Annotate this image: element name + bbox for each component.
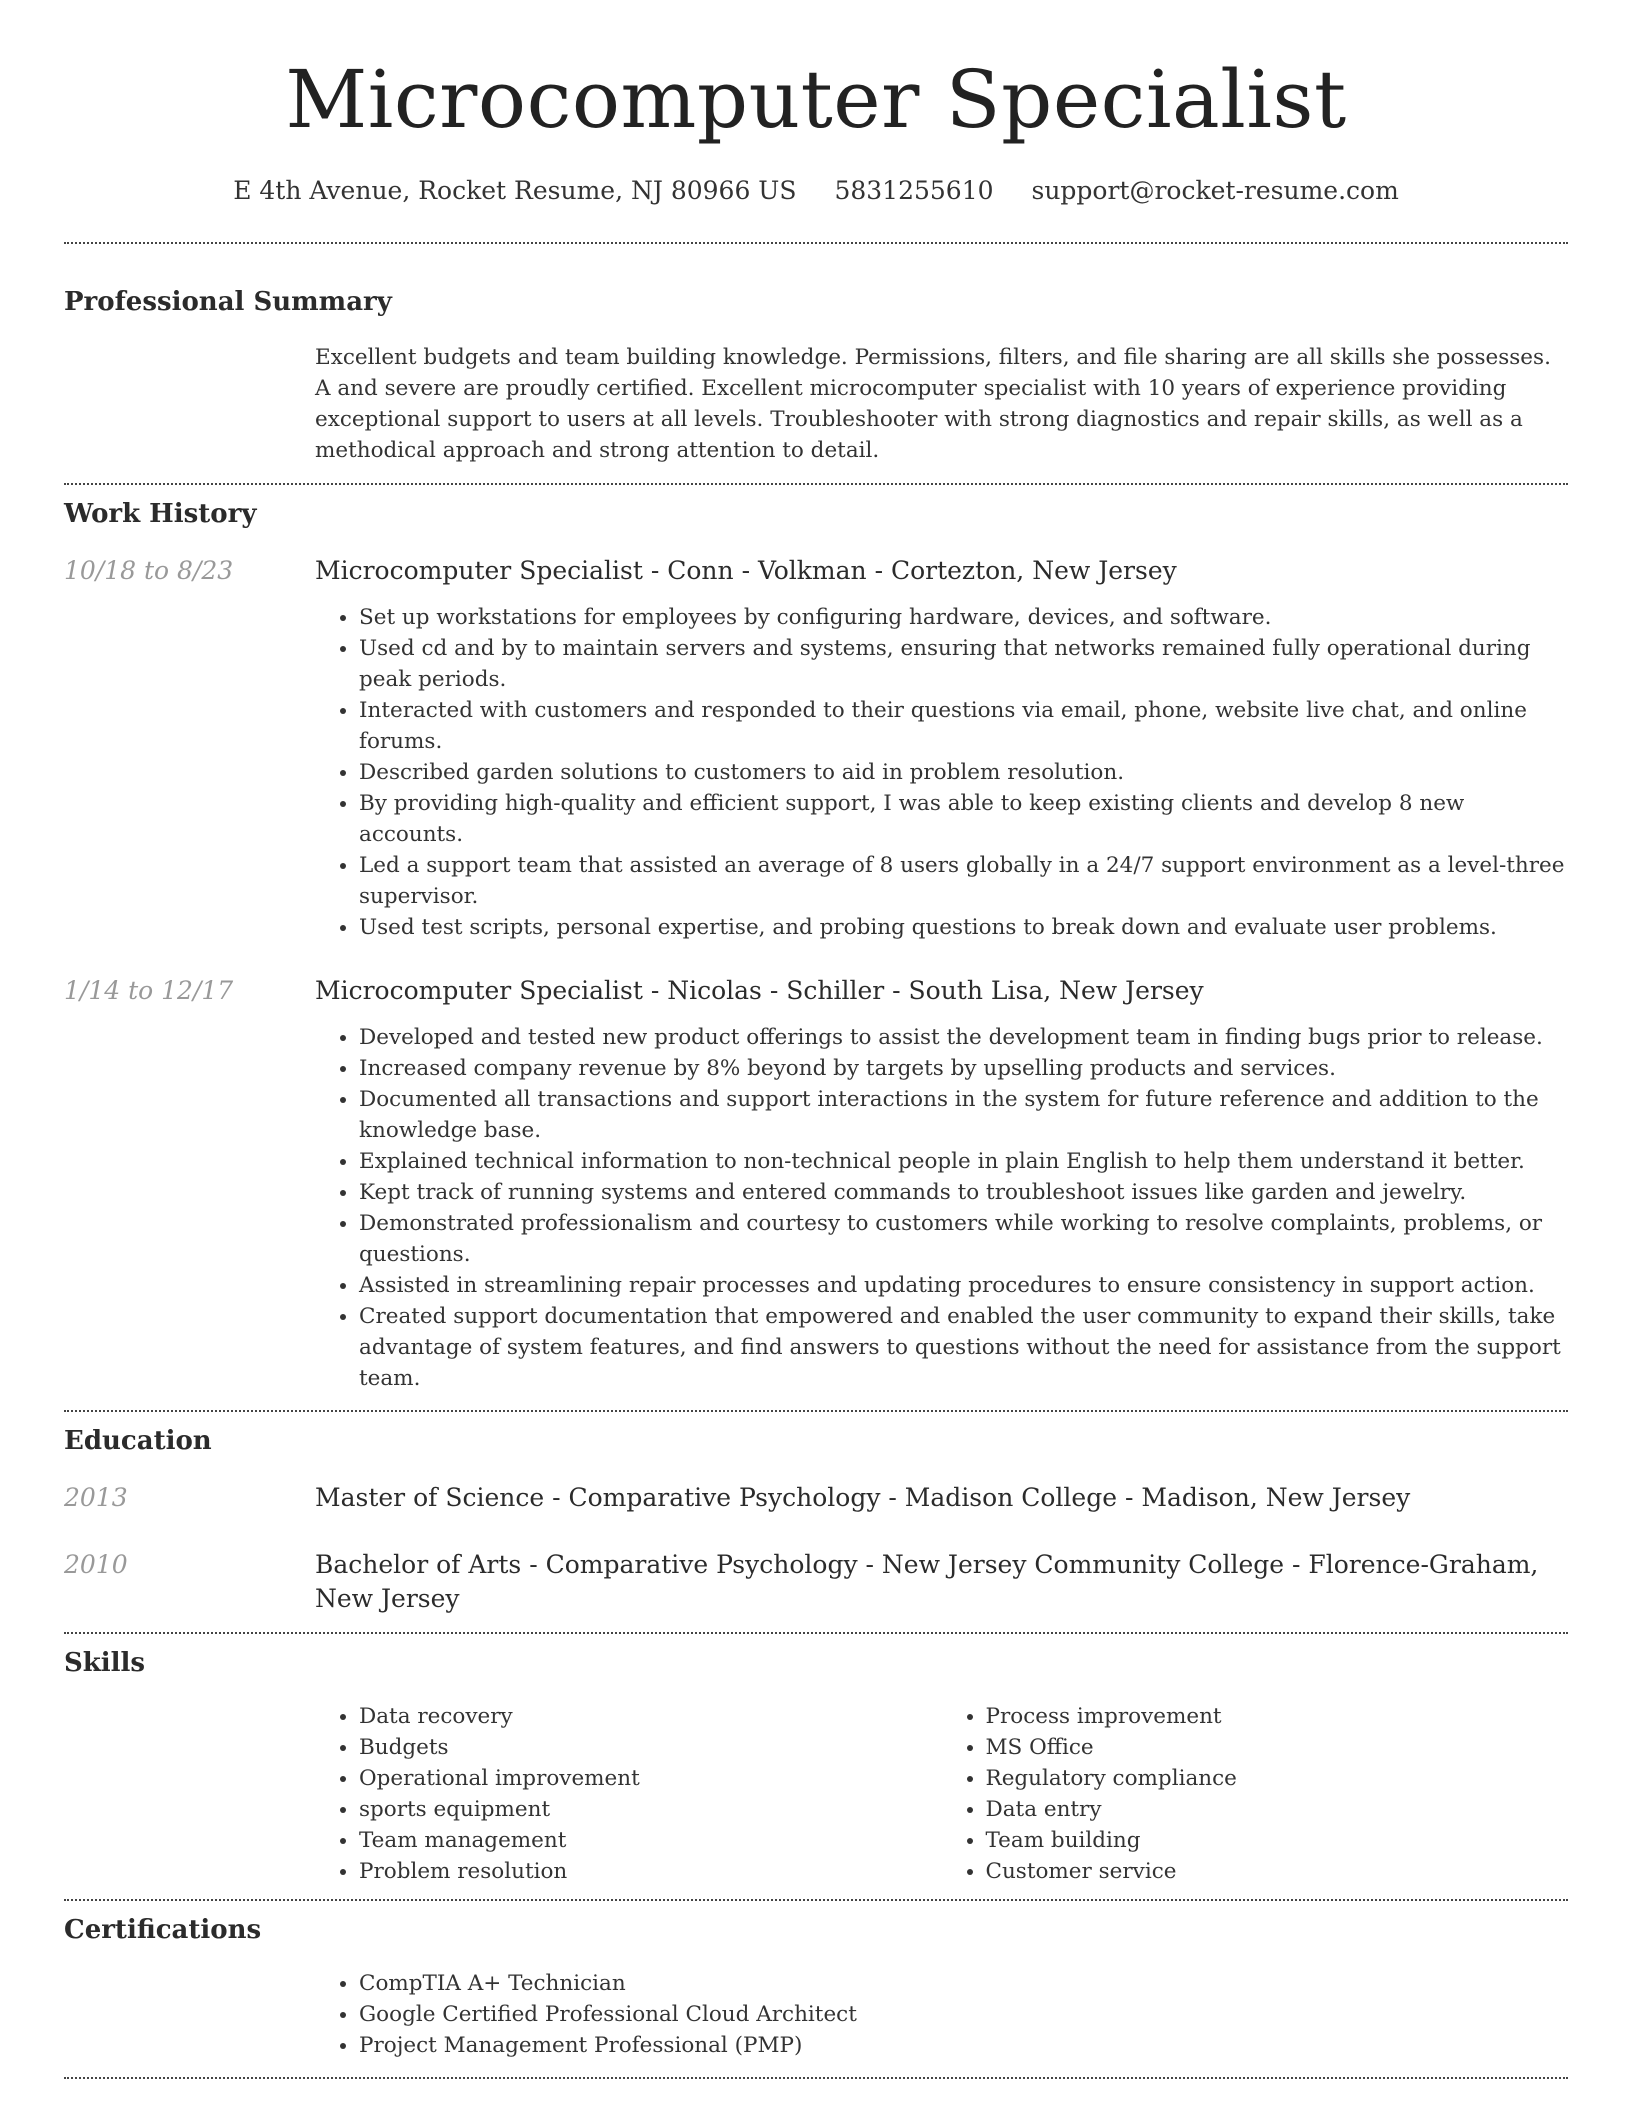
list-item: • sports equipment (359, 1794, 942, 1825)
section-title-certifications: Certifications (64, 1915, 262, 1945)
job-details (315, 554, 1568, 943)
education-year: 2013 (64, 1483, 128, 1512)
section-title-work-history: Work History (64, 499, 257, 529)
list-item: • Set up workstations for employees by configuring hardware, devices, and software. (359, 602, 1568, 633)
list-item: • Used cd and by to maintain servers and systems, ensuring that networks remained fully operational during peak periods. (359, 633, 1568, 695)
job-title: Microcomputer Specialist - Conn - Volkman - Cortezton, New Jersey (315, 556, 1177, 585)
education-details: Bachelor of Arts - Comparative Psychology - New Jersey Community College - Florence-Graham, New Jersey (315, 1550, 1539, 1613)
contact-email: support@rocket-resume.com (1031, 176, 1399, 205)
education-entry (64, 1481, 1568, 1515)
summary-section (64, 285, 1568, 466)
list-item: • Team management (359, 1825, 942, 1856)
list-item: • Developed and tested new product offerings to assist the development team in finding bugs prior to release. (359, 1022, 1568, 1053)
list-item: • Explained technical information to non-technical people in plain English to help them understand it better. (359, 1146, 1568, 1177)
list-item: • Described garden solutions to customers to aid in problem resolution. (359, 757, 1568, 788)
education-details: Master of Science - Comparative Psychology - Madison College - Madison, New Jersey (315, 1483, 1411, 1512)
list-item: • Created support documentation that empowered and enabled the user community to expand their skills, take advantage of system features, and find answers to questions without the need for assistance from the support team. (359, 1301, 1568, 1394)
list-item: • Interacted with customers and responded to their questions via email, phone, website live chat, and online forums. (359, 695, 1568, 757)
list-item: • Operational improvement (359, 1763, 942, 1794)
section-divider (64, 1410, 1568, 1412)
list-item: • Problem resolution (359, 1856, 942, 1887)
section-divider (64, 483, 1568, 485)
certifications-section (64, 1913, 1568, 2061)
skills-list-left (315, 1701, 942, 1887)
resume-name: Microcomputer Specialist (285, 53, 1347, 146)
list-item: • Documented all transactions and support interactions in the system for future reference and addition to the knowledge base. (359, 1084, 1568, 1146)
list-item: • Data entry (986, 1794, 1569, 1825)
certifications-list-wrap (315, 1968, 1568, 2061)
list-item: • By providing high-quality and efficient support, I was able to keep existing clients and develop 8 new accounts. (359, 788, 1568, 850)
list-item: • Kept track of running systems and entered commands to troubleshoot issues like garden and jewelry. (359, 1177, 1568, 1208)
job-entry (64, 974, 1568, 1394)
section-title-skills: Skills (64, 1648, 146, 1678)
education-entry (64, 1548, 1568, 1616)
list-item: • Project Management Professional (PMP) (359, 2030, 1568, 2061)
list-item: • Assisted in streamlining repair processes and updating procedures to ensure consistency in support action. (359, 1270, 1568, 1301)
list-item: • Led a support team that assisted an average of 8 users globally in a 24/7 support environment as a level-three supervisor. (359, 850, 1568, 912)
section-divider (64, 2077, 1568, 2079)
list-item: • Team building (986, 1825, 1569, 1856)
section-title-summary: Professional Summary (64, 287, 392, 317)
job-dates: 1/14 to 12/17 (64, 976, 234, 1005)
list-item: • Data recovery (359, 1701, 942, 1732)
section-divider (64, 1632, 1568, 1634)
list-item: • Process improvement (986, 1701, 1569, 1732)
job-dates: 10/18 to 8/23 (64, 556, 234, 585)
section-divider (64, 1899, 1568, 1901)
education-section (64, 1424, 1568, 1616)
list-item: • Increased company revenue by 8% beyond by targets by upselling products and services. (359, 1053, 1568, 1084)
contact-address: E 4th Avenue, Rocket Resume, NJ 80966 US (233, 176, 797, 205)
job-title: Microcomputer Specialist - Nicolas - Schiller - South Lisa, New Jersey (315, 976, 1204, 1005)
section-title-education: Education (64, 1426, 212, 1456)
skills-section (64, 1646, 1568, 1887)
list-item: • Regulatory compliance (986, 1763, 1569, 1794)
job-bullets (315, 1022, 1568, 1394)
job-entry (64, 554, 1568, 943)
summary-text: Excellent budgets and team building knowledge. Permissions, filters, and file sharing are all skills she possesses. A and severe are proudly certified. Excellent microcomputer specialist with 10 years of experience providing exceptional support to users at all levels. Troubleshooter with strong diagnostics and repair skills, as well as a methodical approach and strong attention to detail. (315, 345, 1551, 463)
list-item: • Used test scripts, personal expertise, and probing questions to break down and evaluate user problems. (359, 912, 1568, 943)
contact-line (64, 174, 1568, 208)
contact-phone: 5831255610 (834, 176, 994, 205)
list-item: • MS Office (986, 1732, 1569, 1763)
list-item: • Demonstrated professionalism and courtesy to customers while working to resolve complaints, problems, or questions. (359, 1208, 1568, 1270)
skills-grid (315, 1701, 1568, 1887)
list-item: • Google Certified Professional Cloud Architect (359, 1999, 1568, 2030)
certifications-list (315, 1968, 1568, 2061)
list-item: • Budgets (359, 1732, 942, 1763)
list-item: • Customer service (986, 1856, 1569, 1887)
skills-list-right (942, 1701, 1569, 1887)
education-year: 2010 (64, 1550, 128, 1579)
job-bullets (315, 602, 1568, 943)
list-item: • CompTIA A+ Technician (359, 1968, 1568, 1999)
work-history-section (64, 497, 1568, 1394)
job-details (315, 974, 1568, 1394)
section-divider (64, 242, 1568, 244)
